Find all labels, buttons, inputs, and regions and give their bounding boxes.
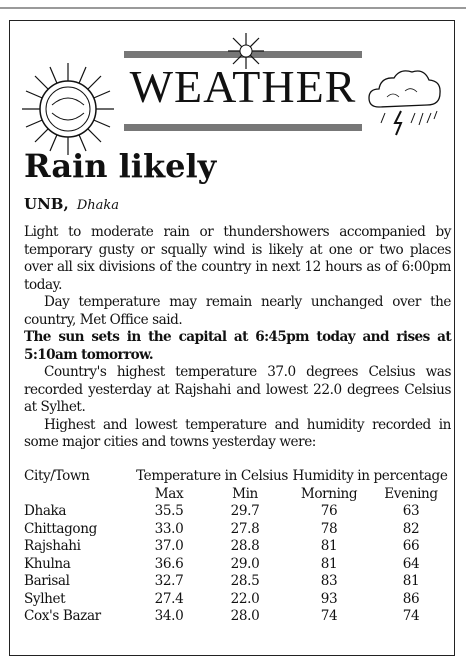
weather-masthead <box>10 21 456 139</box>
cell-city: Rajshahi <box>24 538 81 554</box>
table-subheader-row <box>24 486 452 504</box>
paragraph: Highest and lowest temperature and humidity recorded in some major cities and towns yesterday were: <box>24 416 451 450</box>
headline: Rain likely <box>24 147 217 185</box>
cell-max: 32.7 <box>154 573 184 589</box>
cell-max: 37.0 <box>154 538 184 554</box>
cell-city: Barisal <box>24 573 70 589</box>
cell-morning: 78 <box>320 520 338 537</box>
cell-morning: 74 <box>320 608 338 624</box>
table-row <box>24 573 452 591</box>
table-row <box>24 556 452 574</box>
cell-evening: 82 <box>402 520 420 537</box>
cell-city: Dhaka <box>24 503 67 519</box>
cell-min: 29.0 <box>230 555 260 572</box>
cell-morning: 83 <box>320 573 338 589</box>
byline-source: UNB, <box>24 195 69 213</box>
cell-evening: 74 <box>402 608 420 624</box>
paragraph: Day temperature may remain nearly unchanged over the country, Met Office said. <box>24 294 451 328</box>
cell-city: Sylhet <box>24 590 66 607</box>
table-row <box>24 538 452 556</box>
table-row <box>24 521 452 539</box>
cell-city: Khulna <box>24 555 71 572</box>
cell-max: 33.0 <box>154 520 184 537</box>
table-row <box>24 503 452 521</box>
cell-min: 27.8 <box>230 520 260 537</box>
cell-max: 27.4 <box>154 590 184 607</box>
byline <box>24 196 119 214</box>
byline-place: Dhaka <box>76 198 120 213</box>
cell-morning: 76 <box>320 503 338 519</box>
cell-max: 34.0 <box>154 608 184 624</box>
cell-morning: 93 <box>320 590 338 607</box>
cell-evening: 86 <box>402 590 420 607</box>
weather-title: WEATHER <box>129 61 357 112</box>
cell-evening: 66 <box>402 538 420 554</box>
weather-box <box>9 20 455 656</box>
cell-min: 28.0 <box>230 608 260 624</box>
cell-morning: 81 <box>320 555 338 572</box>
article-body <box>24 224 451 452</box>
weather-table <box>24 468 452 626</box>
paragraph: Country's highest temperature 37.0 degrees Celsius was recorded yesterday at Rajshahi and lowest 22.0 degrees Celsius at Sylhet. <box>24 364 451 415</box>
top-rule <box>0 7 466 9</box>
cell-city: Chittagong <box>24 520 97 537</box>
paragraph: Light to moderate rain or thundershowers accompanied by temporary gusty or squally wind is likely at one or two places over all six divisions of the country in next 12 hours as of 6:00pm today. <box>24 224 451 293</box>
cell-min: 28.5 <box>230 573 260 589</box>
subheader-min: Min <box>232 485 258 502</box>
cell-min: 29.7 <box>230 503 260 519</box>
table-row <box>24 608 452 626</box>
cell-evening: 81 <box>402 573 420 589</box>
cell-max: 35.5 <box>154 503 184 519</box>
table-row <box>24 591 452 609</box>
cell-evening: 63 <box>402 503 420 519</box>
cell-evening: 64 <box>402 555 420 572</box>
cell-morning: 81 <box>320 538 338 554</box>
table-header-row <box>24 468 452 486</box>
subheader-max: Max <box>154 485 184 502</box>
cell-min: 28.8 <box>230 538 260 554</box>
masthead-bottom-bar <box>124 124 362 131</box>
sun-icon <box>20 61 116 157</box>
subheader-evening: Evening <box>384 485 438 502</box>
header-humidity: Humidity in percentage <box>292 468 448 484</box>
header-temperature: Temperature in Celsius <box>136 468 288 484</box>
subheader-morning: Morning <box>300 485 358 502</box>
header-city: City/Town <box>24 468 90 484</box>
cell-max: 36.6 <box>154 555 184 572</box>
cell-min: 22.0 <box>230 590 260 607</box>
paragraph-highlight: The sun sets in the capital at 6:45pm today and rises at 5:10am tomorrow. <box>24 329 451 363</box>
cell-city: Cox's Bazar <box>24 608 101 624</box>
storm-cloud-icon <box>365 67 445 139</box>
